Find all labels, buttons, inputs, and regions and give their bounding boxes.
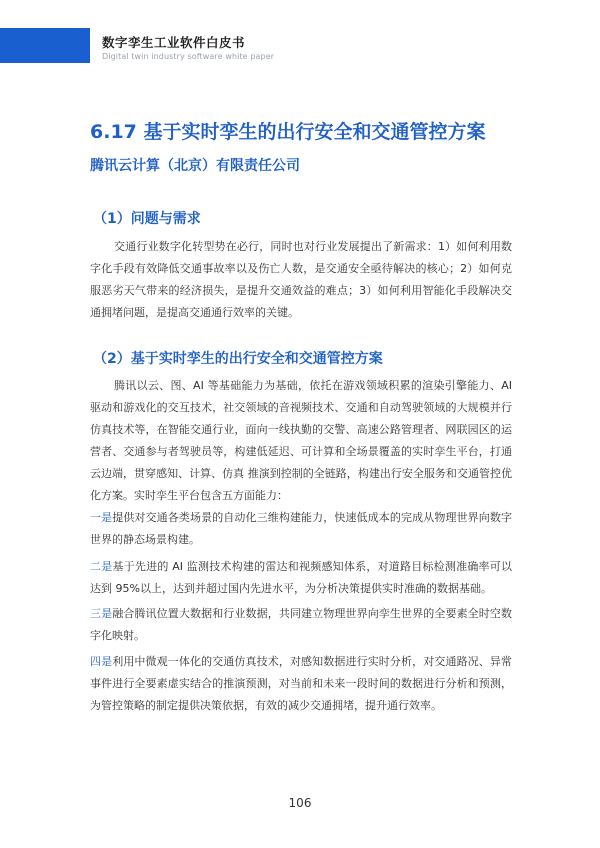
document-title: 数字孪生工业软件白皮书: [102, 35, 246, 50]
part1-body: 交通行业数字化转型势在必行，同时也对行业发展提出了新需求：1）如何利用数字化手段有效降低交通事故率以及伤亡人数，是交通安全亟待解决的核心；2）如何克服恶劣天气带来的经济损失，是提升交通效益的难点；3）如何利用智能化手段解决交通拥堵问题，是提高交通通行效率的关键。: [90, 240, 512, 319]
capability-item-3-lead: 三是: [90, 607, 113, 620]
capability-item-2-lead: 二是: [90, 560, 113, 573]
capability-item-2: [90, 556, 512, 600]
page-number: 106: [288, 796, 312, 810]
section-title: 6.17 基于实时孪生的出行安全和交通管控方案: [90, 121, 486, 143]
capability-item-1-text: 提供对交通各类场景的自动化三维构建能力，快速低成本的完成从物理世界向数字世界的静态场景构建。: [90, 511, 512, 546]
company-name: 腾讯云计算（北京）有限责任公司: [90, 158, 300, 174]
capability-item-3-text: 融合腾讯位置大数据和行业数据，共同建立物理世界向孪生世界的全要素全时空数字化映射。: [90, 607, 512, 642]
capability-item-4-lead: 四是: [90, 655, 113, 668]
header-accent-bar: [0, 28, 90, 63]
capability-item-4-text: 利用中微观一体化的交通仿真技术，对感知数据进行实时分析，对交通路况、异常事件进行全要素虚实结合的推演预测，对当前和未来一段时间的数据进行分析和预测，为管控策略的制定提供决策依据，有效的减少交通拥堵，提升通行效率。: [90, 655, 512, 712]
part1-heading: （1）问题与需求: [93, 211, 201, 227]
capability-item-1-lead: 一是: [90, 511, 113, 524]
capability-item-4: [90, 651, 512, 717]
capability-item-1: [90, 507, 512, 551]
document-subtitle: Digital twin industry software white paper: [102, 52, 275, 61]
part2-heading: （2）基于实时孪生的出行安全和交通管控方案: [93, 351, 383, 367]
part2-intro: 腾讯以云、图、AI 等基础能力为基础，依托在游戏领域积累的渲染引擎能力、AI 驱动和游戏化的交互技术，社交领域的音视频技术、交通和自动驾驶领域的大规模并行仿真技术等，在智能交通行业，面向一线执勤的交警、高速公路管理者、网联园区的运营者、交通参与者驾驶员等，构建低延迟、可计算和全场景覆盖的实时孪生平台，打通云边端，贯穿感知、计算、仿真 推演到控制的全链路，构建出行安全服务和交通管控优化方案。实时孪生平台包含五方面能力：: [90, 379, 512, 502]
capability-item-3: [90, 603, 512, 647]
capability-item-2-text: 基于先进的 AI 监测技术构建的雷达和视频感知体系，对道路目标检测准确率可以达到 95%以上，达到并超过国内先进水平，为分析决策提供实时准确的数据基础。: [90, 560, 513, 595]
